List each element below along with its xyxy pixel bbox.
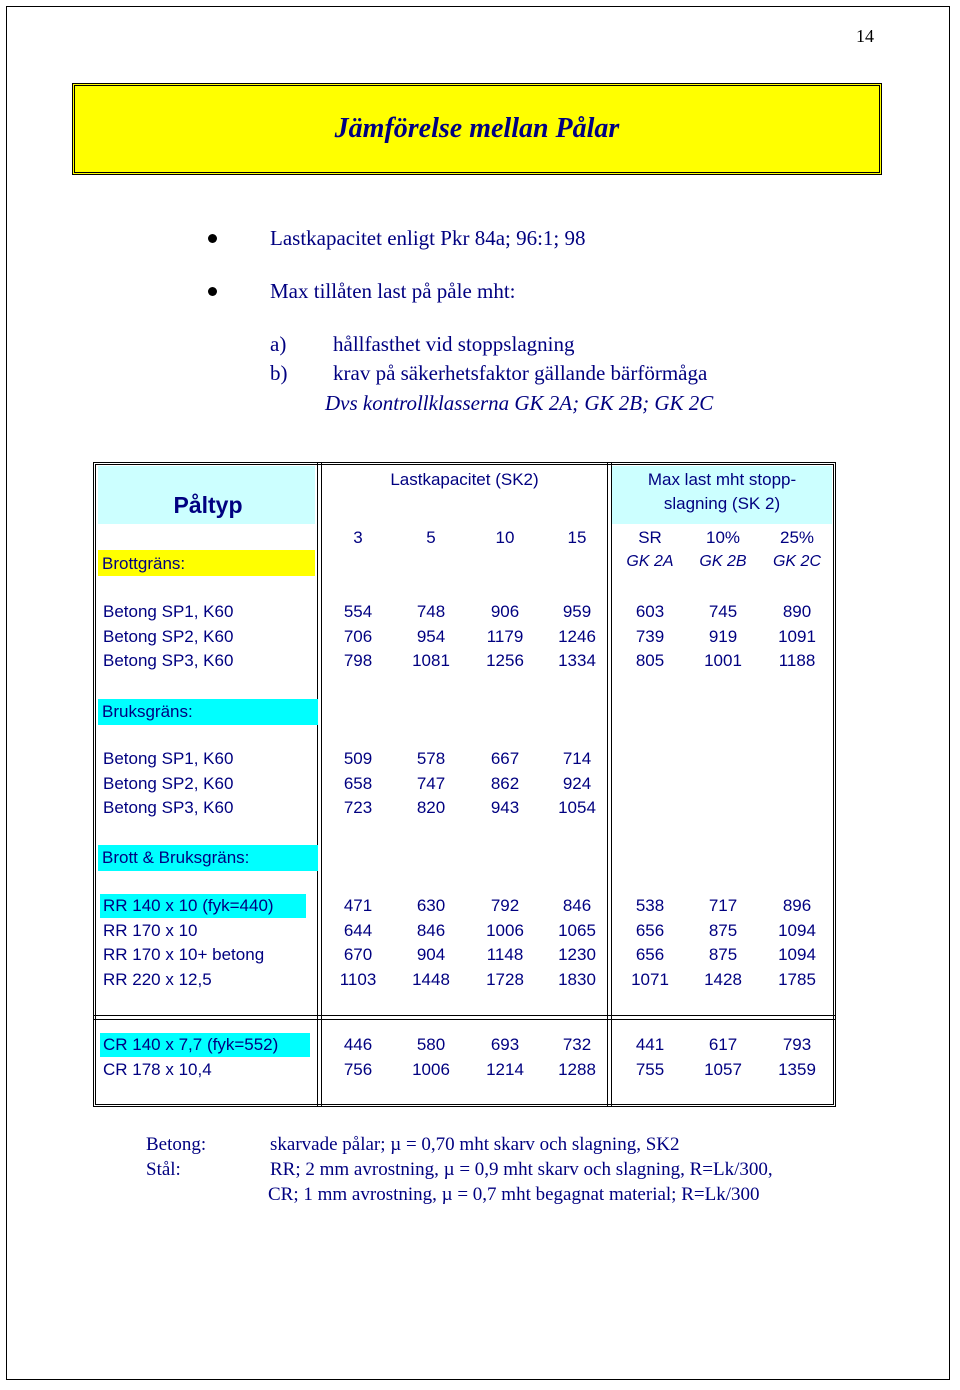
- table-cell: 441: [635, 1035, 665, 1054]
- table-cell: 1006: [412, 1059, 450, 1079]
- row-label: Betong SP1, K60: [103, 749, 234, 768]
- column-header: SR: [638, 528, 662, 547]
- table-cell: 745: [708, 602, 738, 621]
- row-label: Betong SP2, K60: [103, 626, 234, 646]
- table-cell: 1001: [704, 651, 742, 670]
- table-cell: 896: [782, 896, 812, 915]
- table-cell: 739: [635, 626, 665, 646]
- table-cell: 748: [416, 602, 446, 621]
- page-title: Jämförelse mellan Pålar: [334, 113, 620, 144]
- note-stal-text-2: CR; 1 mm avrostning, µ = 0,7 mht begagnat material; R=Lk/300: [268, 1184, 760, 1205]
- row-label: RR 170 x 10+ betong: [103, 945, 265, 964]
- table-cell: 706: [343, 626, 373, 646]
- table-cell: 670: [343, 945, 373, 964]
- table-cell: 1081: [412, 651, 450, 670]
- table-cell: 1256: [486, 651, 524, 670]
- table-cell: 1188: [778, 651, 816, 670]
- note-betong-text: skarvade pålar; µ = 0,70 mht skarv och slagning, SK2: [270, 1134, 680, 1155]
- table-cell: 656: [635, 920, 665, 940]
- table-cell: 1448: [412, 969, 450, 989]
- table-cell: 904: [416, 945, 446, 964]
- table-cell: 723: [343, 798, 373, 817]
- sub-item-text-a: hållfasthet vid stoppslagning: [333, 332, 575, 356]
- row-label: Betong SP3, K60: [103, 798, 234, 817]
- table-cell: 1214: [486, 1059, 524, 1079]
- table-cell: 471: [343, 896, 373, 915]
- table-cell: 1246: [558, 626, 596, 646]
- table-cell: 747: [416, 773, 446, 793]
- column-header: 25%: [779, 528, 815, 547]
- table-cell: 554: [343, 602, 373, 621]
- sub-note: Dvs kontrollklasserna GK 2A; GK 2B; GK 2C: [325, 391, 714, 415]
- table-cell: 603: [635, 602, 665, 621]
- table-cell: 1334: [558, 651, 596, 670]
- table-cell: 805: [635, 651, 665, 670]
- table-cell: 1179: [486, 626, 524, 646]
- table-cell: 693: [490, 1035, 520, 1054]
- section-bruk-label: Bruksgräns:: [98, 699, 318, 725]
- table-cell: 717: [708, 896, 738, 915]
- table-cell: 617: [708, 1035, 738, 1054]
- bullet-dot: [208, 287, 217, 296]
- bullet-text-1: Lastkapacitet enligt Pkr 84a; 96:1; 98: [270, 226, 586, 250]
- table-cell: 1830: [558, 969, 596, 989]
- note-betong-label: Betong:: [146, 1134, 207, 1155]
- sub-item-letter-a: a): [270, 332, 287, 356]
- table-cell: 793: [782, 1035, 812, 1054]
- table-cell: 667: [490, 749, 520, 768]
- table-cell: 1428: [704, 969, 742, 989]
- table-divider: [93, 1015, 836, 1020]
- control-class-label: GK 2B: [699, 553, 747, 570]
- table-cell: 875: [708, 920, 738, 940]
- table-cell: 959: [562, 602, 592, 621]
- table-cell: 906: [490, 602, 520, 621]
- table-cell: 580: [416, 1035, 446, 1054]
- sub-item-letter-b: b): [270, 361, 288, 385]
- table-cell: 1728: [486, 969, 524, 989]
- row-label: Betong SP2, K60: [103, 773, 234, 793]
- column-header: 10: [495, 528, 515, 547]
- table-cell: 1785: [778, 969, 816, 989]
- table-cell: 820: [416, 798, 446, 817]
- paltyp-header: Påltyp: [173, 492, 243, 518]
- column-header: 15: [567, 528, 587, 547]
- table-divider: [317, 462, 322, 1107]
- section-brott-label: Brottgräns:: [102, 554, 186, 573]
- table-cell: 862: [490, 773, 520, 793]
- row-label: Betong SP3, K60: [103, 651, 234, 670]
- table-cell: 1094: [778, 920, 816, 940]
- table-cell: 644: [343, 920, 373, 940]
- table-cell: 509: [343, 749, 373, 768]
- table-cell: 890: [782, 602, 812, 621]
- table-cell: 630: [416, 896, 446, 915]
- row-label: RR 170 x 10: [103, 920, 198, 940]
- table-cell: 658: [343, 773, 373, 793]
- control-class-label: GK 2A: [626, 553, 674, 570]
- table-cell: 714: [562, 749, 592, 768]
- table-cell: 1230: [558, 945, 596, 964]
- table-cell: 792: [490, 896, 520, 915]
- row-label: RR 220 x 12,5: [103, 969, 212, 989]
- table-cell: 1288: [558, 1059, 596, 1079]
- table-cell: 798: [343, 651, 373, 670]
- table-cell: 1094: [778, 945, 816, 964]
- table-cell: 846: [416, 920, 446, 940]
- table-cell: 755: [635, 1059, 665, 1079]
- section-brott-bruk-label: Brott & Bruksgräns:: [98, 845, 318, 871]
- table-cell: 1091: [778, 626, 816, 646]
- note-stal-label: Stål:: [146, 1159, 181, 1180]
- page-number: 14: [856, 26, 874, 46]
- table-cell: 1103: [339, 969, 377, 989]
- row-label: Betong SP1, K60: [103, 602, 234, 621]
- row-label: CR 140 x 7,7 (fyk=552): [103, 1035, 279, 1054]
- table-cell: 846: [562, 896, 592, 915]
- row-label: RR 140 x 10 (fyk=440): [103, 896, 274, 915]
- table-cell: 1148: [486, 945, 524, 964]
- bullet-dot: [208, 234, 217, 243]
- table-cell: 446: [343, 1035, 373, 1054]
- table-cell: 1057: [704, 1059, 742, 1079]
- table-cell: 1054: [558, 798, 596, 817]
- bullet-text-2: Max tillåten last på påle mht:: [270, 279, 516, 303]
- table-cell: 919: [708, 626, 738, 646]
- load-capacity-header: Lastkapacitet (SK2): [390, 470, 539, 489]
- max-load-header-line2: slagning (SK 2): [663, 494, 781, 513]
- row-label: CR 178 x 10,4: [103, 1059, 212, 1079]
- max-load-header-line1: Max last mht stopp-: [647, 470, 797, 489]
- table-cell: 875: [708, 945, 738, 964]
- table-cell: 1006: [486, 920, 524, 940]
- table-cell: 538: [635, 896, 665, 915]
- column-header: 3: [353, 528, 363, 547]
- sub-item-text-b: krav på säkerhetsfaktor gällande bärförmåga: [333, 361, 708, 385]
- table-cell: 732: [562, 1035, 592, 1054]
- table-cell: 1065: [558, 920, 596, 940]
- table-cell: 656: [635, 945, 665, 964]
- column-header: 10%: [705, 528, 741, 547]
- column-header: 5: [426, 528, 436, 547]
- table-cell: 954: [416, 626, 446, 646]
- note-stal-text-1: RR; 2 mm avrostning, µ = 0,9 mht skarv och slagning, R=Lk/300,: [270, 1159, 773, 1180]
- table-cell: 943: [490, 798, 520, 817]
- table-cell: 1071: [631, 969, 669, 989]
- control-class-label: GK 2C: [772, 553, 821, 570]
- title-box: [72, 83, 882, 175]
- table-cell: 578: [416, 749, 446, 768]
- table-cell: 1359: [778, 1059, 816, 1079]
- table-cell: 756: [343, 1059, 373, 1079]
- table-cell: 924: [562, 773, 592, 793]
